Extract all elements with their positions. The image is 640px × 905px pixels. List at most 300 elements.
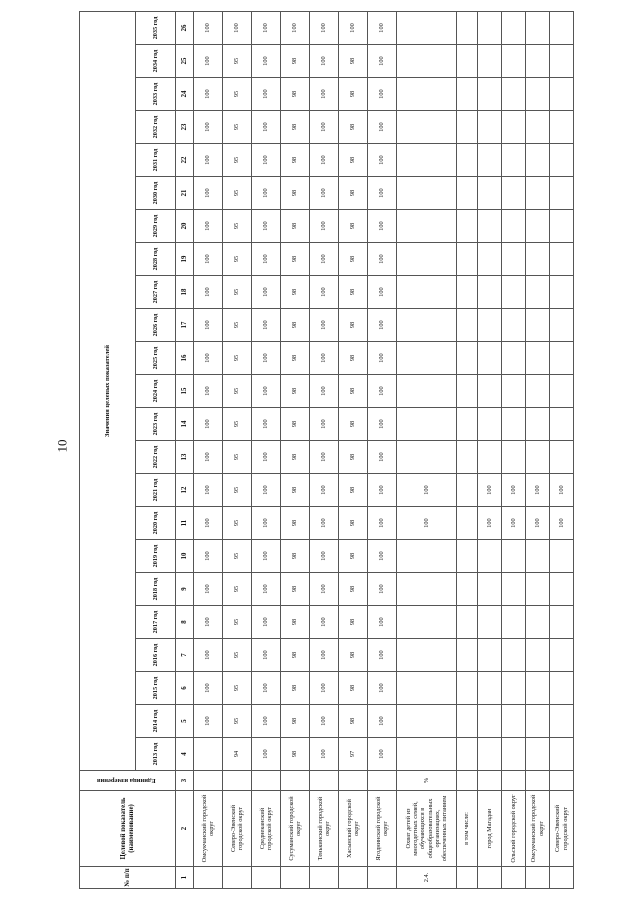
value-cell: 100 <box>252 243 281 276</box>
value-cell: 100 <box>502 474 526 507</box>
value-cell <box>457 441 478 474</box>
column-number: 8 <box>176 606 194 639</box>
value-cell <box>478 309 502 342</box>
value-cell: 100 <box>310 705 339 738</box>
value-cell <box>397 375 457 408</box>
value-cell <box>478 639 502 672</box>
value-cell <box>457 45 478 78</box>
value-cell <box>550 606 574 639</box>
value-cell: 100 <box>194 111 223 144</box>
value-cell: 100 <box>310 144 339 177</box>
value-cell: 100 <box>252 672 281 705</box>
value-cell: 98 <box>339 540 368 573</box>
value-cell: 98 <box>339 606 368 639</box>
value-cell <box>502 375 526 408</box>
value-cell: 100 <box>368 144 397 177</box>
value-cell: 100 <box>368 408 397 441</box>
value-cell: 95 <box>223 672 252 705</box>
value-cell: 98 <box>339 309 368 342</box>
column-number: 18 <box>176 276 194 309</box>
header-year: 2024 год <box>136 375 176 408</box>
value-cell: 98 <box>339 573 368 606</box>
value-cell <box>550 738 574 771</box>
value-cell: 98 <box>281 606 310 639</box>
value-cell: 98 <box>281 375 310 408</box>
row-unit <box>368 771 397 791</box>
value-cell: 100 <box>194 573 223 606</box>
value-cell: 100 <box>310 573 339 606</box>
value-cell: 100 <box>310 342 339 375</box>
value-cell <box>502 309 526 342</box>
value-cell: 98 <box>281 474 310 507</box>
value-cell: 98 <box>281 45 310 78</box>
value-cell <box>550 243 574 276</box>
value-cell: 100 <box>310 111 339 144</box>
value-cell <box>502 408 526 441</box>
value-cell: 95 <box>223 177 252 210</box>
row-unit <box>194 771 223 791</box>
column-number: 7 <box>176 639 194 672</box>
value-cell <box>457 144 478 177</box>
value-cell: 100 <box>368 639 397 672</box>
value-cell <box>457 507 478 540</box>
value-cell <box>526 606 550 639</box>
value-cell: 100 <box>368 507 397 540</box>
value-cell <box>457 408 478 441</box>
value-cell: 98 <box>281 177 310 210</box>
target-indicators-table <box>79 11 574 889</box>
value-cell <box>502 342 526 375</box>
value-cell <box>550 705 574 738</box>
value-cell: 100 <box>252 45 281 78</box>
row-number <box>457 867 478 889</box>
table-row <box>550 11 574 888</box>
value-cell: 100 <box>252 408 281 441</box>
row-indicator-name: Ягоднинский городской округ <box>368 791 397 867</box>
value-cell: 97 <box>339 738 368 771</box>
value-cell <box>457 375 478 408</box>
value-cell: 100 <box>310 408 339 441</box>
value-cell: 100 <box>252 738 281 771</box>
value-cell <box>397 408 457 441</box>
value-cell: 100 <box>368 243 397 276</box>
header-year: 2033 год <box>136 78 176 111</box>
value-cell <box>478 78 502 111</box>
value-cell <box>478 210 502 243</box>
value-cell: 100 <box>368 111 397 144</box>
value-cell: 95 <box>223 276 252 309</box>
value-cell: 100 <box>368 540 397 573</box>
row-indicator-name: Хасынский городской округ <box>339 791 368 867</box>
value-cell: 100 <box>339 11 368 44</box>
value-cell <box>478 177 502 210</box>
value-cell <box>526 11 550 44</box>
row-indicator-name: Северо-Эвенский городской округ <box>550 791 574 867</box>
value-cell <box>478 144 502 177</box>
value-cell <box>478 111 502 144</box>
row-number: 2.4. <box>397 867 457 889</box>
column-number: 3 <box>176 771 194 791</box>
value-cell <box>457 474 478 507</box>
value-cell <box>550 408 574 441</box>
table-row <box>194 11 223 888</box>
row-unit <box>339 771 368 791</box>
row-number <box>223 867 252 889</box>
value-cell <box>457 639 478 672</box>
value-cell: 98 <box>281 309 310 342</box>
value-cell: 100 <box>252 276 281 309</box>
header-year: 2015 год <box>136 672 176 705</box>
value-cell <box>457 573 478 606</box>
header-year: 2035 год <box>136 11 176 44</box>
value-cell <box>502 639 526 672</box>
row-indicator-name: город Магадан <box>478 791 502 867</box>
value-cell: 95 <box>223 639 252 672</box>
value-cell: 98 <box>281 342 310 375</box>
value-cell: 100 <box>252 540 281 573</box>
row-unit <box>457 771 478 791</box>
value-cell: 100 <box>550 474 574 507</box>
value-cell: 98 <box>339 672 368 705</box>
value-cell: 98 <box>281 639 310 672</box>
value-cell <box>397 606 457 639</box>
value-cell: 95 <box>223 540 252 573</box>
value-cell <box>478 606 502 639</box>
row-number <box>526 867 550 889</box>
value-cell: 100 <box>194 507 223 540</box>
value-cell <box>478 705 502 738</box>
row-unit <box>502 771 526 791</box>
value-cell: 100 <box>194 408 223 441</box>
value-cell <box>397 210 457 243</box>
value-cell: 100 <box>194 540 223 573</box>
value-cell: 100 <box>368 309 397 342</box>
value-cell <box>457 738 478 771</box>
value-cell <box>550 573 574 606</box>
value-cell: 100 <box>281 11 310 44</box>
value-cell <box>397 144 457 177</box>
column-number: 4 <box>176 738 194 771</box>
value-cell <box>526 639 550 672</box>
value-cell: 100 <box>310 606 339 639</box>
value-cell <box>526 738 550 771</box>
header-year: 2028 год <box>136 243 176 276</box>
column-number: 1 <box>176 867 194 889</box>
value-cell: 98 <box>339 507 368 540</box>
value-cell: 98 <box>339 276 368 309</box>
value-cell: 100 <box>252 639 281 672</box>
header-year: 2027 год <box>136 276 176 309</box>
value-cell <box>478 375 502 408</box>
value-cell: 98 <box>339 408 368 441</box>
value-cell <box>397 111 457 144</box>
row-unit: % <box>397 771 457 791</box>
value-cell: 95 <box>223 441 252 474</box>
value-cell: 100 <box>397 474 457 507</box>
column-number: 16 <box>176 342 194 375</box>
column-number: 19 <box>176 243 194 276</box>
value-cell <box>550 210 574 243</box>
value-cell: 95 <box>223 78 252 111</box>
value-cell <box>478 540 502 573</box>
value-cell: 100 <box>368 342 397 375</box>
row-unit <box>252 771 281 791</box>
value-cell: 100 <box>368 45 397 78</box>
value-cell: 100 <box>310 78 339 111</box>
value-cell <box>478 573 502 606</box>
column-number: 14 <box>176 408 194 441</box>
value-cell <box>194 738 223 771</box>
value-cell: 98 <box>339 45 368 78</box>
value-cell: 95 <box>223 507 252 540</box>
value-cell <box>526 111 550 144</box>
value-cell: 98 <box>281 705 310 738</box>
value-cell: 100 <box>310 276 339 309</box>
value-cell <box>457 309 478 342</box>
row-indicator-name: Северо-Эвенский городской округ <box>223 791 252 867</box>
value-cell <box>502 144 526 177</box>
header-year: 2016 год <box>136 639 176 672</box>
header-year: 2031 год <box>136 144 176 177</box>
value-cell: 98 <box>281 441 310 474</box>
row-indicator-name: в том числе: <box>457 791 478 867</box>
value-cell: 95 <box>223 606 252 639</box>
value-cell <box>397 540 457 573</box>
column-number: 20 <box>176 210 194 243</box>
value-cell <box>457 210 478 243</box>
value-cell <box>550 111 574 144</box>
value-cell: 100 <box>368 276 397 309</box>
value-cell: 98 <box>281 210 310 243</box>
value-cell: 100 <box>368 573 397 606</box>
row-unit <box>223 771 252 791</box>
value-cell <box>526 441 550 474</box>
value-cell: 98 <box>339 474 368 507</box>
value-cell: 100 <box>252 309 281 342</box>
value-cell: 95 <box>223 111 252 144</box>
value-cell <box>502 111 526 144</box>
value-cell: 95 <box>223 243 252 276</box>
value-cell: 100 <box>194 309 223 342</box>
row-indicator-name: Омсукчанский городской округ <box>194 791 223 867</box>
table-row <box>310 11 339 888</box>
value-cell: 100 <box>310 672 339 705</box>
value-cell: 95 <box>223 210 252 243</box>
value-cell <box>550 11 574 44</box>
value-cell: 100 <box>310 639 339 672</box>
header-unit: Единица измерения <box>80 771 176 791</box>
value-cell: 98 <box>339 78 368 111</box>
column-number: 10 <box>176 540 194 573</box>
value-cell <box>502 45 526 78</box>
value-cell <box>550 45 574 78</box>
header-year: 2023 год <box>136 408 176 441</box>
value-cell: 100 <box>310 11 339 44</box>
value-cell: 100 <box>502 507 526 540</box>
value-cell: 100 <box>194 672 223 705</box>
value-cell: 95 <box>223 309 252 342</box>
value-cell <box>457 177 478 210</box>
value-cell: 98 <box>281 111 310 144</box>
row-indicator-name: Среднеканский городской округ <box>252 791 281 867</box>
column-number: 23 <box>176 111 194 144</box>
value-cell <box>397 738 457 771</box>
value-cell <box>397 342 457 375</box>
value-cell: 100 <box>368 177 397 210</box>
value-cell <box>457 672 478 705</box>
value-cell <box>550 540 574 573</box>
table-row <box>223 11 252 888</box>
row-indicator-name: Ольский городской округ <box>502 791 526 867</box>
value-cell <box>457 540 478 573</box>
value-cell: 100 <box>194 705 223 738</box>
value-cell: 98 <box>339 177 368 210</box>
value-cell <box>502 11 526 44</box>
column-number: 15 <box>176 375 194 408</box>
column-number: 11 <box>176 507 194 540</box>
value-cell <box>502 441 526 474</box>
value-cell: 98 <box>281 738 310 771</box>
value-cell: 98 <box>339 144 368 177</box>
header-year: 2030 год <box>136 177 176 210</box>
value-cell <box>397 78 457 111</box>
value-cell: 95 <box>223 474 252 507</box>
value-cell <box>478 243 502 276</box>
value-cell: 100 <box>310 540 339 573</box>
value-cell <box>457 243 478 276</box>
value-cell <box>526 375 550 408</box>
value-cell <box>457 606 478 639</box>
value-cell: 100 <box>310 177 339 210</box>
value-cell: 100 <box>194 276 223 309</box>
value-cell <box>502 78 526 111</box>
value-cell: 100 <box>223 11 252 44</box>
value-cell: 100 <box>252 573 281 606</box>
value-cell: 100 <box>397 507 457 540</box>
value-cell <box>457 11 478 44</box>
column-number: 5 <box>176 705 194 738</box>
row-number <box>368 867 397 889</box>
value-cell <box>502 210 526 243</box>
value-cell <box>550 441 574 474</box>
value-cell: 100 <box>310 738 339 771</box>
column-number: 26 <box>176 11 194 44</box>
column-number: 17 <box>176 309 194 342</box>
value-cell <box>502 573 526 606</box>
value-cell: 98 <box>339 210 368 243</box>
value-cell <box>502 243 526 276</box>
value-cell <box>550 276 574 309</box>
value-cell: 100 <box>252 177 281 210</box>
value-cell: 100 <box>368 474 397 507</box>
row-number <box>252 867 281 889</box>
row-number <box>194 867 223 889</box>
value-cell: 100 <box>310 210 339 243</box>
column-number: 22 <box>176 144 194 177</box>
header-year: 2020 год <box>136 507 176 540</box>
header-year: 2014 год <box>136 705 176 738</box>
value-cell: 95 <box>223 573 252 606</box>
value-cell: 100 <box>252 144 281 177</box>
value-cell: 94 <box>223 738 252 771</box>
value-cell: 100 <box>310 375 339 408</box>
table-row <box>397 11 457 888</box>
value-cell: 100 <box>368 441 397 474</box>
header-year: 2017 год <box>136 606 176 639</box>
header-year: 2013 год <box>136 738 176 771</box>
header-year: 2018 год <box>136 573 176 606</box>
value-cell: 100 <box>252 375 281 408</box>
row-number <box>339 867 368 889</box>
value-cell <box>550 144 574 177</box>
value-cell <box>526 309 550 342</box>
value-cell <box>526 672 550 705</box>
header-year: 2025 год <box>136 342 176 375</box>
header-indicator: Целевой показатель (наименование) <box>80 791 176 867</box>
value-cell: 98 <box>281 243 310 276</box>
value-cell: 98 <box>281 507 310 540</box>
value-cell: 100 <box>194 375 223 408</box>
value-cell: 100 <box>194 144 223 177</box>
value-cell <box>397 309 457 342</box>
value-cell: 100 <box>368 705 397 738</box>
value-cell: 100 <box>252 606 281 639</box>
column-number: 2 <box>176 791 194 867</box>
value-cell: 100 <box>368 210 397 243</box>
value-cell <box>502 276 526 309</box>
value-cell: 100 <box>368 11 397 44</box>
value-cell: 95 <box>223 342 252 375</box>
column-number: 12 <box>176 474 194 507</box>
value-cell: 100 <box>252 78 281 111</box>
header-no: № п/п <box>80 867 176 889</box>
value-cell <box>397 705 457 738</box>
value-cell: 98 <box>281 276 310 309</box>
value-cell <box>526 243 550 276</box>
value-cell: 95 <box>223 705 252 738</box>
value-cell: 100 <box>550 507 574 540</box>
table-row <box>339 11 368 888</box>
value-cell <box>526 342 550 375</box>
value-cell: 100 <box>368 672 397 705</box>
value-cell <box>526 177 550 210</box>
value-cell: 100 <box>368 78 397 111</box>
table-row <box>526 11 550 888</box>
row-indicator-name: Тенькинский городской округ <box>310 791 339 867</box>
row-indicator-name: Омсукчанский городской округ <box>526 791 550 867</box>
value-cell: 95 <box>223 408 252 441</box>
value-cell <box>397 441 457 474</box>
value-cell <box>478 672 502 705</box>
value-cell <box>526 408 550 441</box>
header-year: 2034 год <box>136 45 176 78</box>
header-values-group: Значения целевых показателей <box>80 11 136 770</box>
header-year: 2019 год <box>136 540 176 573</box>
value-cell <box>478 45 502 78</box>
value-cell: 100 <box>252 111 281 144</box>
value-cell <box>478 276 502 309</box>
value-cell <box>397 573 457 606</box>
value-cell: 98 <box>281 78 310 111</box>
value-cell: 100 <box>194 342 223 375</box>
value-cell <box>550 177 574 210</box>
header-year: 2022 год <box>136 441 176 474</box>
row-number <box>478 867 502 889</box>
value-cell: 100 <box>252 210 281 243</box>
value-cell <box>457 705 478 738</box>
value-cell: 98 <box>339 375 368 408</box>
value-cell <box>502 738 526 771</box>
